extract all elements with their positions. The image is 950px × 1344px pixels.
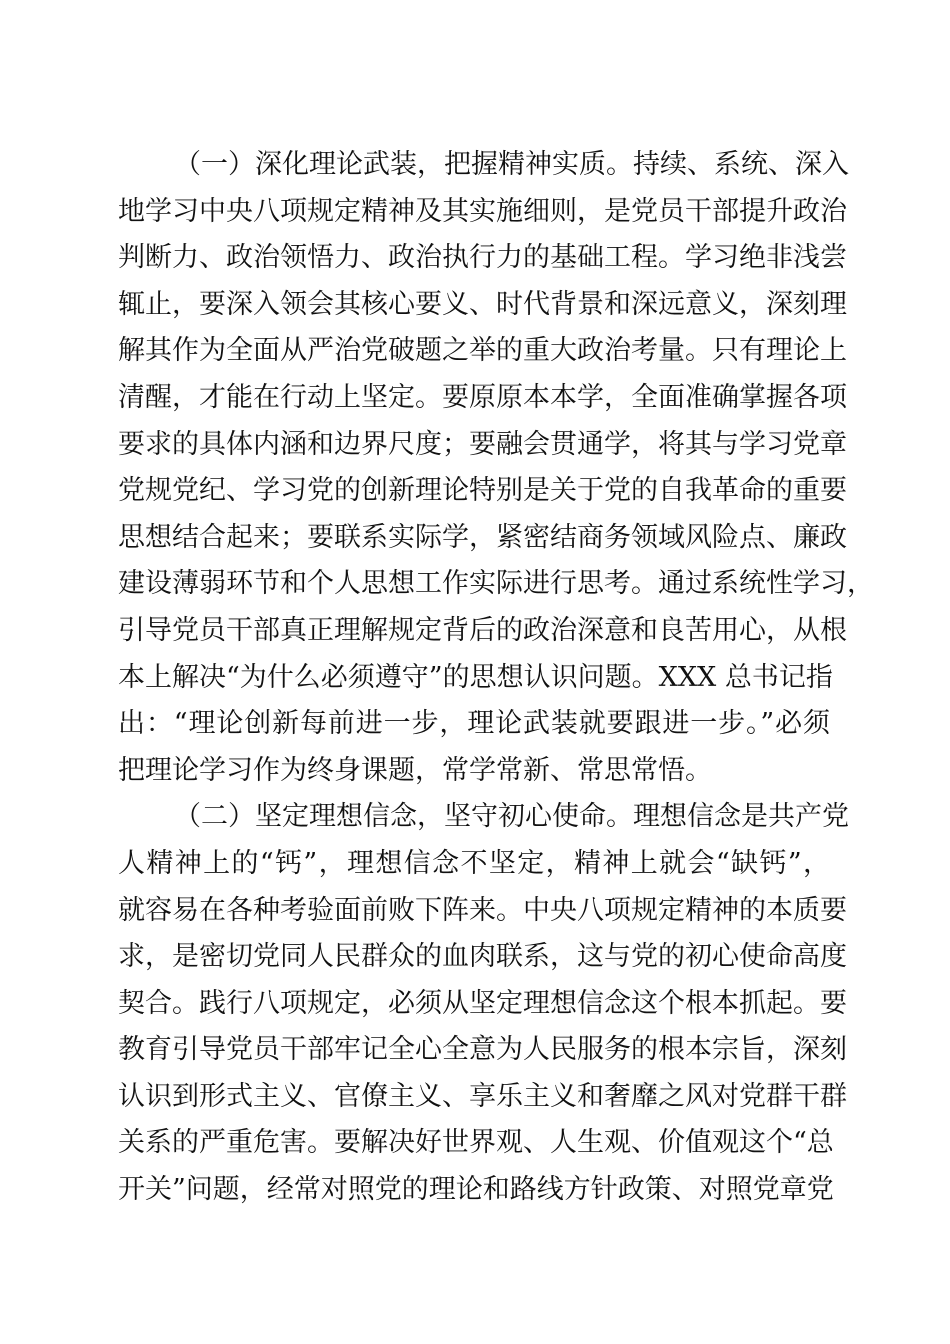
paragraph-line: 人精神上的“钙”，理想信念不坚定，精神上就会“缺钙”， (118, 847, 830, 879)
paragraph-line: 开关”问题，经常对照党的理论和路线方针政策、对照党章党 (118, 1174, 834, 1206)
paragraph-line: 求，是密切党同人民群众的血肉联系，这与党的初心使命高度 (118, 941, 847, 973)
paragraph-line: 把理论学习作为终身课题，常学常新、常思常悟。 (118, 754, 712, 786)
paragraph-line: 本上解决“为什么必须遵守”的思想认识问题。XXX 总书记指 (118, 661, 833, 693)
paragraph-line: （一）深化理论武装，把握精神实质。持续、系统、深入 (174, 149, 849, 180)
paragraph-line: 思想结合起来；要联系实际学，紧密结商务领域风险点、廉政 (118, 521, 847, 553)
paragraph-line: 建设薄弱环节和个人思想工作实际进行思考。通过系统性学习， (118, 568, 874, 600)
paragraph-line: 判断力、政治领悟力、政治执行力的基础工程。学习绝非浅尝 (118, 242, 847, 274)
paragraph-line: 引导党员干部真正理解规定背后的政治深意和良苦用心，从根 (118, 614, 847, 646)
paragraph-line: （二）坚定理想信念，坚守初心使命。理想信念是共产党 (174, 801, 849, 833)
paragraph-1 (118, 142, 874, 794)
document-body (118, 142, 874, 1214)
paragraph-line: 认识到形式主义、官僚主义、享乐主义和奢靡之风对党群干群 (118, 1080, 847, 1112)
paragraph-line: 解其作为全面从严治党破题之举的重大政治考量。只有理论上 (118, 335, 847, 367)
paragraph-line: 契合。践行八项规定，必须从坚定理想信念这个根本抓起。要 (118, 987, 847, 1019)
paragraph-line: 要求的具体内涵和边界尺度；要融会贯通学，将其与学习党章 (118, 428, 847, 460)
paragraph-line: 关系的严重危害。要解决好世界观、人生观、价值观这个“总 (118, 1127, 834, 1159)
paragraph-line: 教育引导党员干部牢记全心全意为人民服务的根本宗旨，深刻 (118, 1034, 847, 1066)
paragraph-line: 党规党纪、学习党的创新理论特别是关于党的自我革命的重要 (118, 475, 847, 507)
paragraph-line: 出：“理论创新每前进一步，理论武装就要跟进一步。”必须 (118, 708, 830, 740)
paragraph-line: 就容易在各种考验面前败下阵来。中央八项规定精神的本质要 (118, 894, 847, 926)
paragraph-line: 辄止，要深入领会其核心要义、时代背景和深远意义，深刻理 (118, 288, 847, 320)
paragraph-line: 清醒，才能在行动上坚定。要原原本本学，全面准确掌握各项 (118, 381, 847, 413)
paragraph-line: 地学习中央八项规定精神及其实施细则，是党员干部提升政治 (118, 195, 847, 227)
paragraph-2 (118, 794, 849, 1213)
